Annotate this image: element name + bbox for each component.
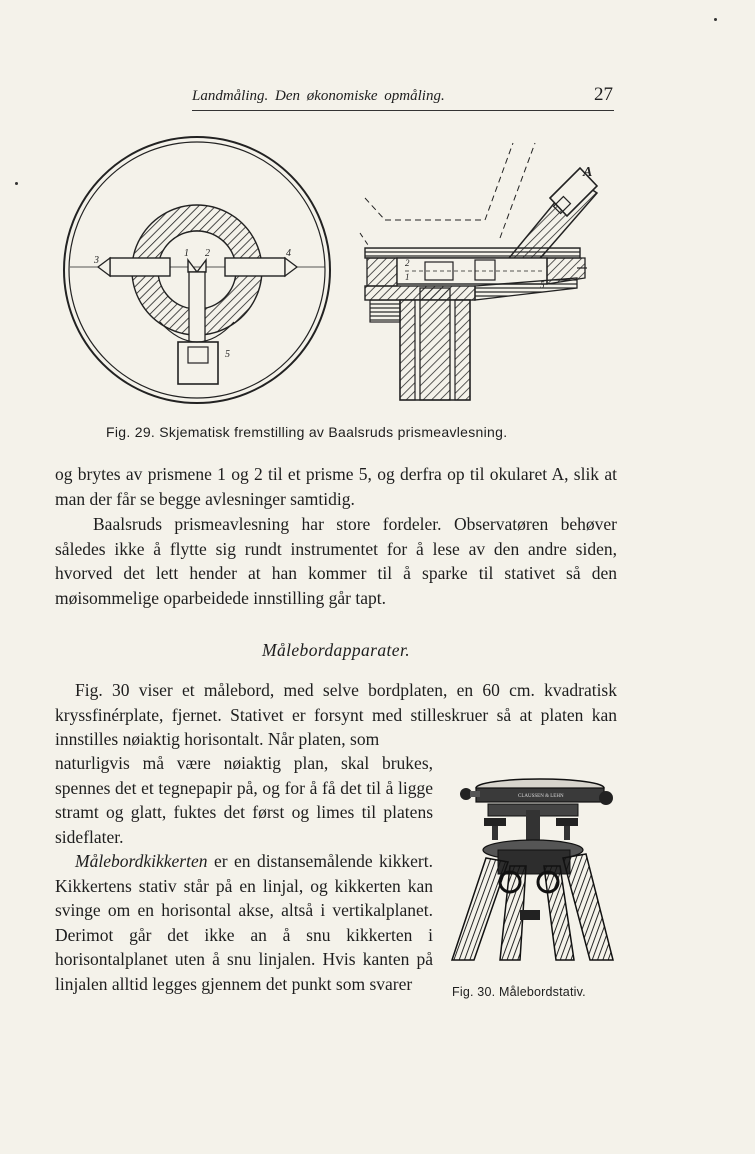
- fig29-label-r1: 1: [405, 272, 410, 282]
- fig29-label-5: 5: [225, 349, 230, 360]
- fig29-label-1: 1: [184, 248, 189, 259]
- fig29-label-4: 4: [286, 248, 291, 259]
- section-title: Målebordapparater.: [261, 640, 410, 660]
- fig30-plane-table-stand: [448, 770, 618, 965]
- fig29-label-2: 2: [205, 248, 210, 259]
- svg-text:CLAUSSEN & LEHN: CLAUSSEN & LEHN: [518, 794, 564, 799]
- paragraph-2: Baalsruds prismeavlesning har store fordeler. Observatøren behøver således ikke å flytte sig rundt instrumentet for å lese av den andre siden, hvorved det lett hender at han kommer til å sparke til stativet så den møisommelige oparbeidede innstilling går tapt.: [55, 514, 617, 608]
- fig29-label-a: A: [583, 165, 593, 180]
- fig29-caption: Fig. 29. Skjematisk fremstilling av Baalsruds prismeavlesning.: [106, 424, 508, 440]
- fig29-circle-diagram: [60, 132, 340, 410]
- left-column-term: Målebordkikkerten: [75, 851, 208, 871]
- left-column-part1: naturligvis må være nøiaktig plan, skal brukes, spennes det et tegnepapir på, og for å få det til å ligge stramt og glatt, fuktes det først og limes til platens sideflater.: [55, 753, 433, 847]
- print-speck: [714, 18, 717, 21]
- header-rule: [192, 110, 614, 111]
- left-column-text: [55, 751, 433, 996]
- paragraph-3: Fig. 30 viser et målebord, med selve bordplaten, en 60 cm. kvadratisk kryssfinérplate, fjernet. Stativet er forsynt med stilleskruer så at platen kan innstilles nøiaktig horisontalt. Når platen, som: [55, 680, 617, 749]
- left-column-part2-block: [55, 849, 433, 996]
- paragraph-1: og brytes av prismene 1 og 2 til et prisme 5, og derfra op til okularet A, slik at man der får se begge avlesninger samtidig.: [55, 464, 617, 509]
- fig29-label-r2: 2: [405, 258, 410, 268]
- fig29-section-diagram: [345, 138, 610, 406]
- page-number: 27: [594, 84, 613, 105]
- fig30-caption: Fig. 30. Målebordstativ.: [452, 985, 586, 999]
- running-header: Landmåling. Den økonomiske opmåling.: [192, 88, 445, 104]
- left-column-part2: er en distansemålende kikkert. Kikkertens stativ står på en linjal, og kikkerten kan svinge om en horisontal akse, altså i vertikalplanet. Derimot går det ikke an å snu kikkerten i horisontalplanet uten å snu linjalen. Hvis kanten på linjalen alltid legges gjennem det punkt som svarer: [55, 851, 433, 994]
- print-speck: [15, 182, 18, 185]
- fig29-label-3: 3: [94, 255, 99, 266]
